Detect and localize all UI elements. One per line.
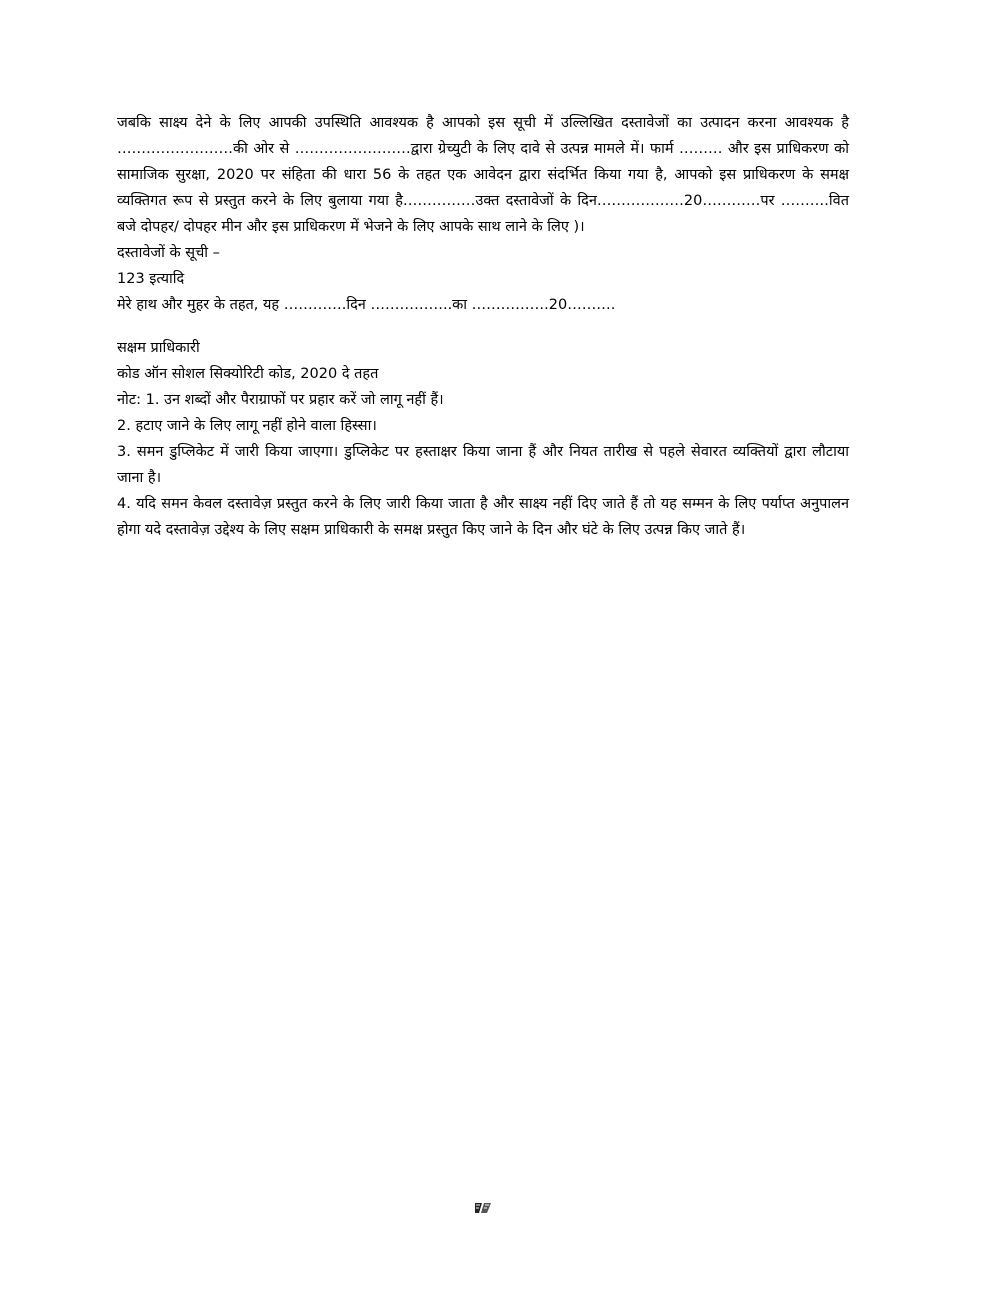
documents-list-heading: दस्तावेजों के सूची – bbox=[117, 245, 220, 261]
note-4: 4. यदि समन केवल दस्तावेज़ प्रस्तुत करने के लिए जारी किया जाता है और साक्ष्य नहीं दिए जाते हैं तो यह सम्मन के लिए पर्याप्त अनुपालन होगा यदे दस्तावेज़ उद्देश्य के लिए सक्षम प्राधिकारी के समक्ष प्रस्तुत किए जाने के दिन और घंटे के लिए उत्पन्न किए जाते हैं। bbox=[117, 496, 849, 538]
note-1: नोट: 1. उन शब्दों और पैराग्राफों पर प्रहार करें जो लागू नहीं हैं। bbox=[117, 392, 444, 408]
note-2: 2. हटाए जाने के लिए लागू नहीं होने वाला हिस्सा। bbox=[117, 418, 377, 434]
document-body bbox=[117, 110, 849, 543]
section-gap bbox=[117, 318, 849, 335]
hand-and-seal-line: मेरे हाथ और मुहर के तहत, यह ………….दिन ……………..का …………….20………. bbox=[117, 297, 616, 313]
page-number-mark-icon bbox=[474, 1201, 492, 1215]
documents-list-items: 123 इत्यादि bbox=[117, 271, 185, 287]
authority-title: सक्षम प्राधिकारी bbox=[117, 340, 200, 356]
authority-code: कोड ऑन सोशल सिक्योरिटी कोड, 2020 दे तहत bbox=[117, 366, 379, 382]
note-3: 3. समन डुप्लिकेट में जारी किया जाएगा। डुप्लिकेट पर हस्ताक्षर किया जाना हैं और नियत तारीख से पहले सेवारत व्यक्तियों द्वारा लौटाया जाना है। bbox=[117, 444, 849, 486]
intro-paragraph: जबकि साक्ष्य देने के लिए आपकी उपस्थिति आवश्यक है आपको इस सूची में उल्लिखित दस्तावेजों का उत्पादन करना आवश्यक है ……………………की ओर से ……………………द्वारा ग्रेच्युटी के लिए दावे से उत्पन्न मामले में। फार्म ……… और इस प्राधिकरण को सामाजिक सुरक्षा, 2020 पर संहिता की धारा 56 के तहत एक आवेदन द्वारा संदर्भित किया गया है, आपको इस प्राधिकरण के समक्ष व्यक्तिगत रूप से प्रस्तुत करने के लिए बुलाया गया है……………उक्त दस्तावेजों के दिन………………20…………पर ……….वित बजे दोपहर/ दोपहर मीन और इस प्राधिकरण में भेजने के लिए आपके साथ लाने के लिए )। bbox=[117, 115, 849, 235]
